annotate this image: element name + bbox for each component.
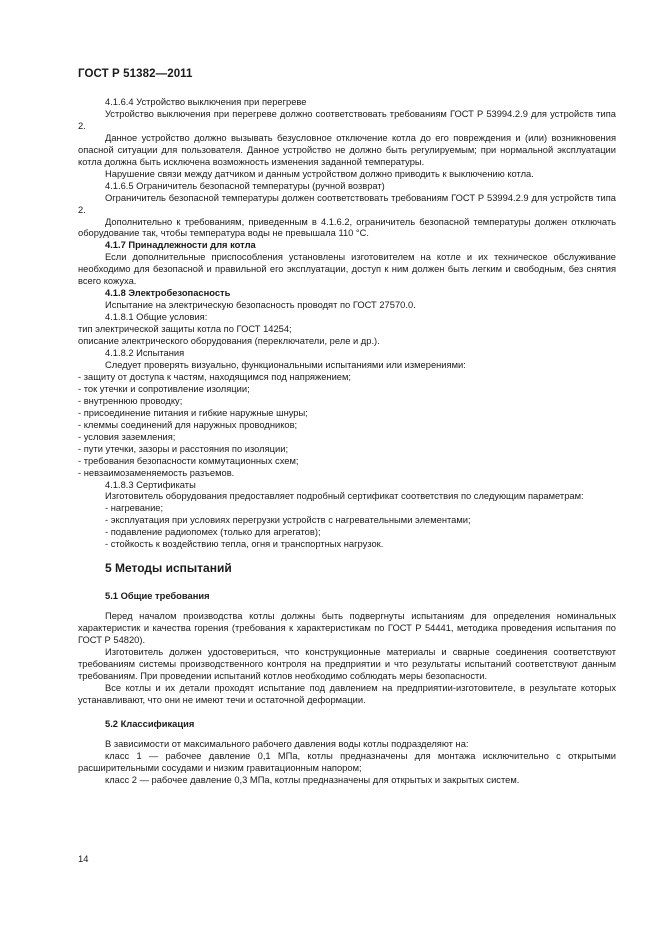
list-item: - стойкость к воздействию тепла, огня и транспортных нагрузок. xyxy=(105,539,384,550)
clause-5-2-heading: 5.2 Классификация xyxy=(105,718,195,729)
clause-4-1-8-heading: 4.1.8 Электробезопасность xyxy=(105,288,231,299)
paragraph: Испытание на электрическую безопасность проводят по ГОСТ 27570.0. xyxy=(105,300,416,311)
clause-4-1-8-1-title: 4.1.8.1 Общие условия: xyxy=(105,312,208,323)
paragraph: Устройство выключения при перегреве должно соответствовать требованиям ГОСТ Р 53994.2.9 для устройств типа 2. xyxy=(78,108,616,131)
paragraph: класс 1 — рабочее давление 0,1 МПа, котлы предназначены для монтажа исключительно с открытыми расширительными сосудами и низким гравитационным напором; xyxy=(78,750,616,773)
section-5-title: 5 Методы испытаний xyxy=(105,561,232,576)
list-item: - присоединение питания и гибкие наружные шнуры; xyxy=(78,407,308,418)
list-item: - клеммы соединений для наружных проводников; xyxy=(78,419,298,430)
list-item: - эксплуатация при условиях перегрузки устройств с нагревательными элементами; xyxy=(105,515,471,526)
page-body xyxy=(78,97,616,787)
paragraph: В зависимости от максимального рабочего давления воды котлы подразделяют на: xyxy=(105,738,469,749)
paragraph: класс 2 — рабочее давление 0,3 МПа, котлы предназначены для открытых и закрытых систем. xyxy=(105,774,520,785)
paragraph: Следует проверять визуально, функциональными испытаниями или измерениями: xyxy=(105,359,466,370)
paragraph: Изготовитель должен удостовериться, что конструкционные материалы и сварные соединения соответствуют требованиям системы производственного контроля на предприятии и что результаты испытаний соответствуют данным требованиям. При проведении испытаний котлов необходимо соблюдать меры безопасности. xyxy=(78,646,616,681)
clause-4-1-8-3-title: 4.1.8.3 Сертификаты xyxy=(105,479,196,490)
clause-4-1-7-heading: 4.1.7 Принадлежности для котла xyxy=(105,240,256,251)
paragraph: Данное устройство должно вызывать безусловное отключение котла до его повреждения и (или) возникновения опасной ситуации для пользователя. Данное устройство не должно быть регулируемым; при нормальной эксплуатации котла должна быть исключена возможность изменения заданной температуры. xyxy=(78,132,616,167)
paragraph: описание электрического оборудования (переключатели, реле и др.). xyxy=(78,336,380,347)
list-item: - защиту от доступа к частям, находящимся под напряжением; xyxy=(78,371,352,382)
page-number: 14 xyxy=(78,854,89,864)
clause-5-1-heading: 5.1 Общие требования xyxy=(105,591,210,602)
list-item: - нагревание; xyxy=(105,503,164,514)
document-header: ГОСТ Р 51382—2011 xyxy=(78,68,193,80)
paragraph: Если дополнительные приспособления установлены изготовителем на котле и их техническое обслуживание необходимо для безопасной и правильной его эксплуатации, доступ к ним должен быть легким и свободным, без снятия всего кожуха. xyxy=(78,252,616,287)
paragraph: Все котлы и их детали проходят испытание под давлением на предприятии-изготовителе, в результате которых устанавливают, что они не имеют течи и остаточной деформации. xyxy=(78,682,616,705)
paragraph: Изготовитель оборудования предоставляет подробный сертификат соответствия по следующим параметрам: xyxy=(105,491,584,502)
list-item: - пути утечки, зазоры и расстояния по изоляции; xyxy=(78,443,289,454)
clause-4-1-6-5-title: 4.1.6.5 Ограничитель безопасной температуры (ручной возврат) xyxy=(105,180,385,191)
paragraph: Перед началом производства котлы должны быть подвергнуты испытаниям для определения номинальных характеристик и качества горения (требования к характеристикам по ГОСТ Р 54441, методика проведения испытания по ГОСТ Р 54820). xyxy=(78,611,616,646)
paragraph: Дополнительно к требованиям, приведенным в 4.1.6.2, ограничитель безопасной температуры должен отключать оборудование так, чтобы температура воды не превышала 110 °С. xyxy=(78,216,616,239)
paragraph: Ограничитель безопасной температуры должен соответствовать требованиям ГОСТ Р 53994.2.9 для устройств типа 2. xyxy=(78,192,616,215)
paragraph: Нарушение связи между датчиком и данным устройством должно приводить к выключению котла. xyxy=(105,168,534,179)
list-item: - требования безопасности коммутационных схем; xyxy=(78,455,299,466)
list-item: - условия заземления; xyxy=(78,431,176,442)
list-item: - внутреннюю проводку; xyxy=(78,395,183,406)
paragraph: тип электрической защиты котла по ГОСТ 14254; xyxy=(78,324,292,335)
clause-4-1-8-2-title: 4.1.8.2 Испытания xyxy=(105,348,185,359)
list-item: - ток утечки и сопротивление изоляции; xyxy=(78,383,250,394)
list-item: - невзаимозаменяемость разъемов. xyxy=(78,467,235,478)
clause-4-1-6-4-title: 4.1.6.4 Устройство выключения при перегреве xyxy=(105,97,307,107)
list-item: - подавление радиопомех (только для агрегатов); xyxy=(105,527,321,538)
